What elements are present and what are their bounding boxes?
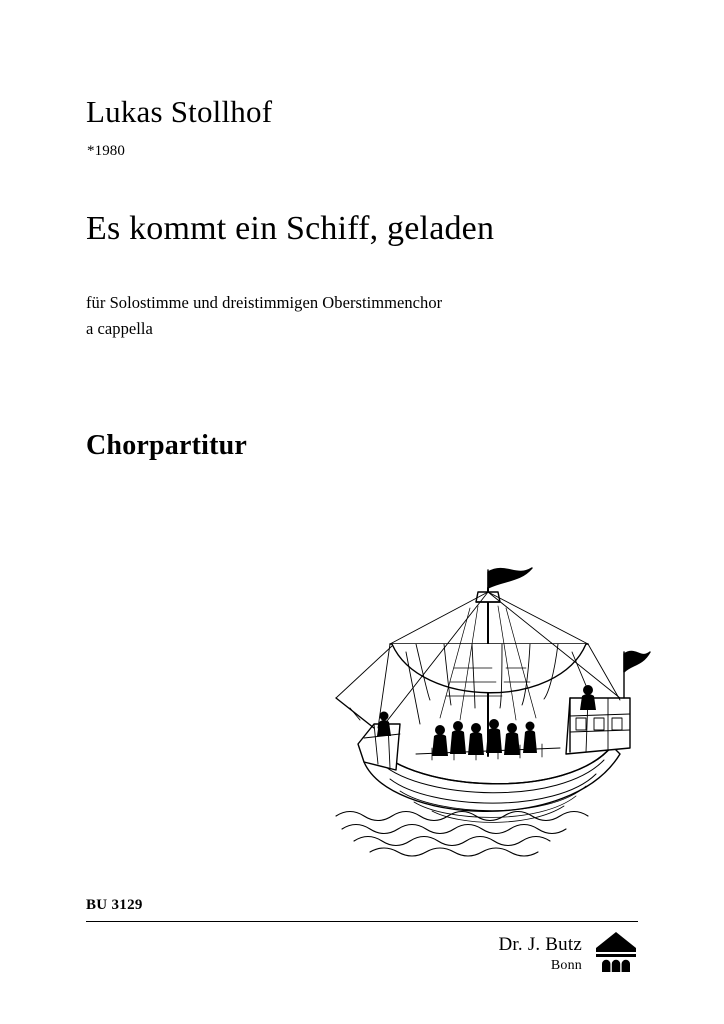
plate-number: BU 3129 bbox=[86, 897, 143, 913]
publisher-city: Bonn bbox=[550, 957, 582, 973]
composer-dates: *1980 bbox=[87, 143, 125, 160]
publisher-block bbox=[338, 930, 638, 974]
butz-arches-logo-icon bbox=[594, 930, 638, 974]
subtitle-line-performance: a cappella bbox=[86, 318, 153, 338]
subtitle-line-scoring: für Solostimme und dreistimmigen Oberstimmenchor bbox=[86, 293, 443, 313]
subtitle-block bbox=[86, 290, 646, 341]
footer-divider bbox=[86, 921, 638, 922]
title-block bbox=[86, 95, 646, 341]
work-title: Es kommt ein Schiff, geladen bbox=[86, 210, 495, 248]
composer-name: Lukas Stollhof bbox=[86, 94, 273, 129]
score-type: Chorpartitur bbox=[86, 430, 248, 461]
ship-illustration bbox=[320, 548, 660, 868]
publisher-name: Dr. J. Butz bbox=[498, 933, 582, 955]
